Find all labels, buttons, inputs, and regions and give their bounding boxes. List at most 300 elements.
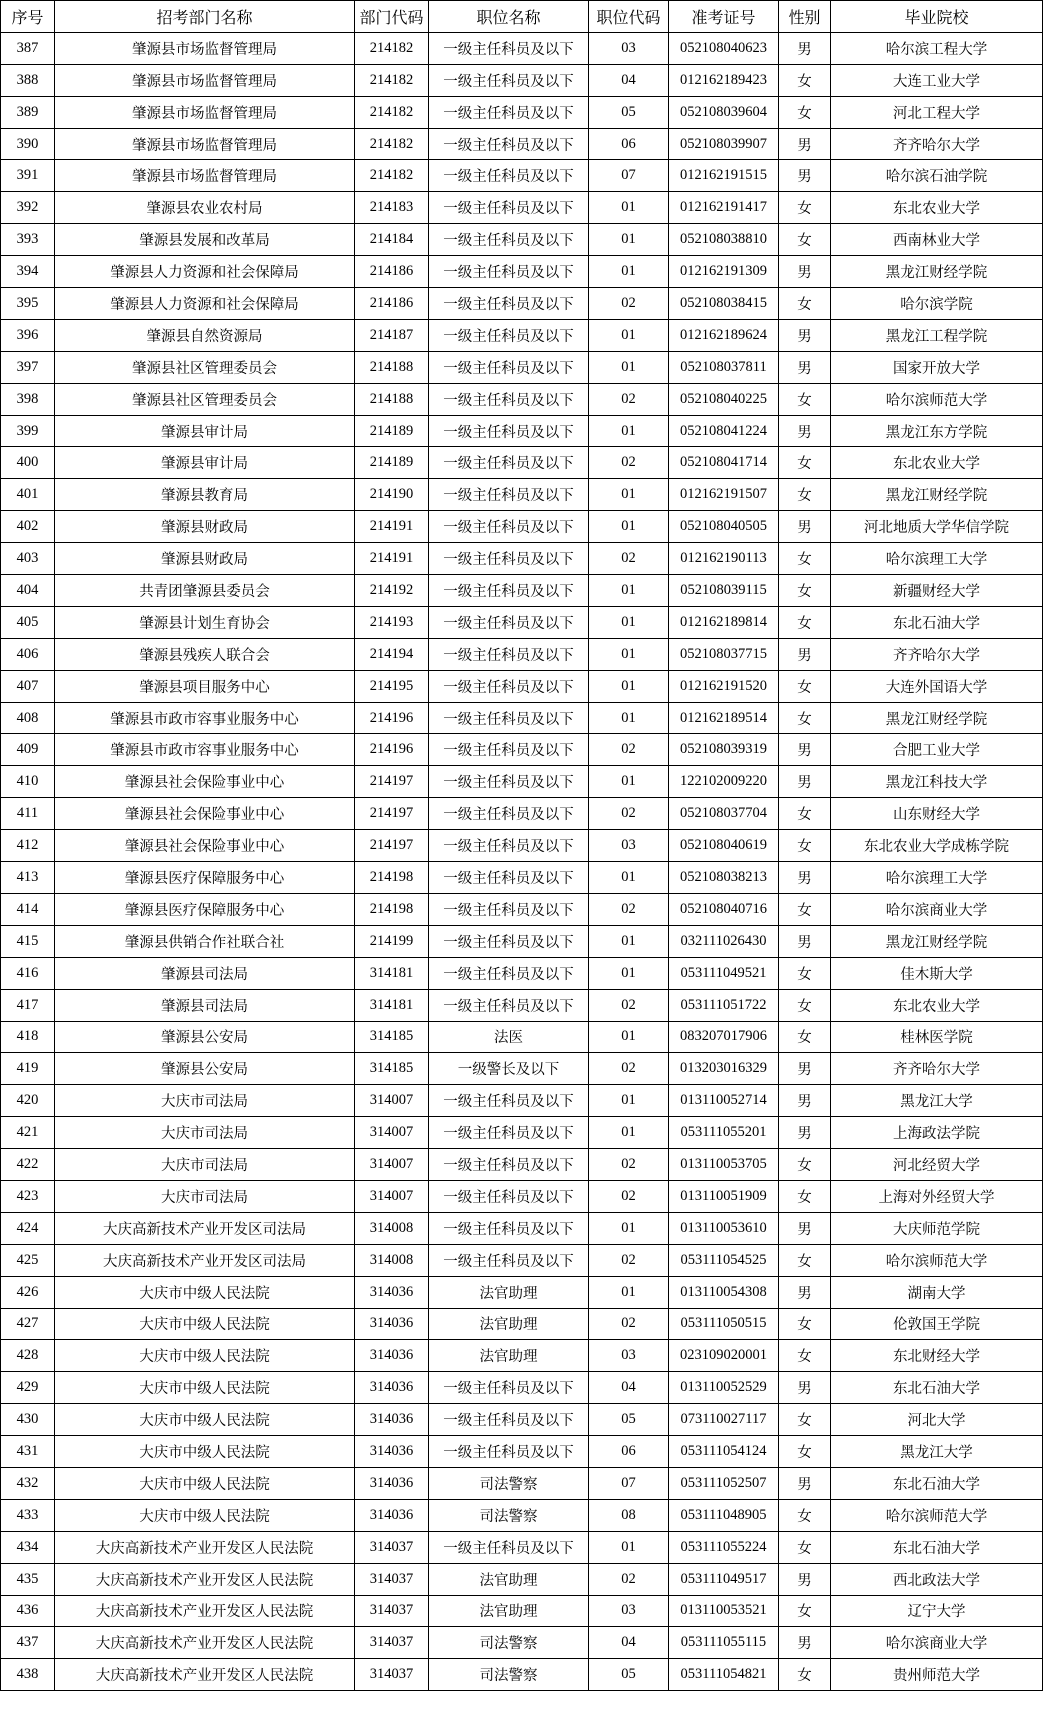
cell-serial: 397 [1,351,55,383]
cell-position: 法官助理 [429,1563,589,1595]
cell-serial: 438 [1,1659,55,1691]
cell-dept-code: 214188 [355,383,429,415]
cell-department: 大庆市中级人民法院 [55,1308,355,1340]
cell-position: 一级主任科员及以下 [429,638,589,670]
cell-gender: 女 [779,1340,831,1372]
cell-gender: 女 [779,957,831,989]
cell-gender: 女 [779,1021,831,1053]
cell-serial: 389 [1,96,55,128]
cell-dept-code: 214197 [355,830,429,862]
table-row [1,351,1043,383]
cell-exam-id: 013110053521 [669,1595,779,1627]
cell-school: 国家开放大学 [831,351,1043,383]
cell-department: 大庆高新技术产业开发区人民法院 [55,1531,355,1563]
cell-gender: 男 [779,1085,831,1117]
table-row [1,383,1043,415]
table-row [1,1340,1043,1372]
cell-exam-id: 052108041224 [669,415,779,447]
table-row [1,64,1043,96]
cell-school: 东北石油大学 [831,1467,1043,1499]
cell-position: 一级主任科员及以下 [429,989,589,1021]
cell-department: 肇源县公安局 [55,1053,355,1085]
cell-serial: 412 [1,830,55,862]
table-row [1,1531,1043,1563]
cell-school: 齐齐哈尔大学 [831,128,1043,160]
cell-school: 河北地质大学华信学院 [831,511,1043,543]
cell-dept-code: 214182 [355,96,429,128]
cell-dept-code: 314008 [355,1212,429,1244]
cell-position-code: 02 [589,734,669,766]
cell-position: 一级主任科员及以下 [429,1212,589,1244]
cell-position-code: 03 [589,1340,669,1372]
cell-position: 一级主任科员及以下 [429,1404,589,1436]
cell-dept-code: 214191 [355,543,429,575]
header-serial: 序号 [1,1,55,33]
cell-serial: 421 [1,1117,55,1149]
cell-school: 东北农业大学 [831,989,1043,1021]
cell-position: 一级主任科员及以下 [429,224,589,256]
cell-department: 肇源县市政市容事业服务中心 [55,702,355,734]
table-row [1,1308,1043,1340]
cell-serial: 428 [1,1340,55,1372]
cell-school: 东北石油大学 [831,606,1043,638]
cell-position-code: 01 [589,319,669,351]
cell-school: 东北石油大学 [831,1372,1043,1404]
cell-exam-id: 013110052714 [669,1085,779,1117]
cell-position-code: 07 [589,1467,669,1499]
cell-position-code: 01 [589,766,669,798]
cell-position: 一级主任科员及以下 [429,64,589,96]
cell-serial: 401 [1,479,55,511]
cell-position-code: 05 [589,1404,669,1436]
header-row [1,1,1043,33]
table-row [1,288,1043,320]
cell-exam-id: 032111026430 [669,925,779,957]
header-dept-code: 部门代码 [355,1,429,33]
cell-serial: 425 [1,1244,55,1276]
cell-school: 湖南大学 [831,1276,1043,1308]
cell-gender: 女 [779,575,831,607]
cell-position: 一级主任科员及以下 [429,1180,589,1212]
cell-exam-id: 122102009220 [669,766,779,798]
cell-position: 一级主任科员及以下 [429,862,589,894]
cell-exam-id: 053111055201 [669,1117,779,1149]
cell-department: 肇源县公安局 [55,1021,355,1053]
cell-exam-id: 052108040505 [669,511,779,543]
cell-exam-id: 052108037704 [669,798,779,830]
cell-serial: 395 [1,288,55,320]
cell-serial: 432 [1,1467,55,1499]
cell-department: 大庆市中级人民法院 [55,1467,355,1499]
cell-school: 哈尔滨师范大学 [831,1499,1043,1531]
cell-department: 大庆市中级人民法院 [55,1436,355,1468]
cell-gender: 男 [779,1372,831,1404]
cell-position-code: 03 [589,830,669,862]
cell-position: 一级主任科员及以下 [429,957,589,989]
table-row [1,1595,1043,1627]
table-body [1,32,1043,1690]
cell-exam-id: 083207017906 [669,1021,779,1053]
cell-department: 肇源县自然资源局 [55,319,355,351]
header-position: 职位名称 [429,1,589,33]
cell-school: 黑龙江财经学院 [831,256,1043,288]
cell-position: 一级主任科员及以下 [429,606,589,638]
cell-department: 大庆市中级人民法院 [55,1276,355,1308]
cell-dept-code: 314007 [355,1085,429,1117]
cell-serial: 423 [1,1180,55,1212]
cell-gender: 女 [779,1499,831,1531]
cell-position-code: 01 [589,575,669,607]
cell-position-code: 01 [589,1531,669,1563]
cell-serial: 434 [1,1531,55,1563]
cell-position-code: 01 [589,925,669,957]
cell-department: 肇源县司法局 [55,989,355,1021]
cell-school: 山东财经大学 [831,798,1043,830]
cell-exam-id: 052108039319 [669,734,779,766]
cell-school: 黑龙江大学 [831,1085,1043,1117]
cell-position-code: 01 [589,1117,669,1149]
table-row [1,224,1043,256]
table-row [1,1499,1043,1531]
cell-school: 哈尔滨石油学院 [831,160,1043,192]
cell-dept-code: 214182 [355,160,429,192]
cell-position-code: 07 [589,160,669,192]
cell-serial: 430 [1,1404,55,1436]
cell-exam-id: 053111049517 [669,1563,779,1595]
cell-position-code: 02 [589,543,669,575]
cell-school: 合肥工业大学 [831,734,1043,766]
cell-position-code: 08 [589,1499,669,1531]
cell-dept-code: 314181 [355,957,429,989]
cell-exam-id: 052108040225 [669,383,779,415]
cell-school: 河北大学 [831,1404,1043,1436]
cell-gender: 男 [779,1117,831,1149]
cell-gender: 女 [779,989,831,1021]
cell-department: 大庆市中级人民法院 [55,1372,355,1404]
cell-gender: 男 [779,32,831,64]
cell-serial: 406 [1,638,55,670]
cell-department: 大庆市司法局 [55,1117,355,1149]
cell-serial: 404 [1,575,55,607]
cell-school: 哈尔滨商业大学 [831,893,1043,925]
cell-serial: 429 [1,1372,55,1404]
cell-position-code: 01 [589,638,669,670]
cell-exam-id: 013110053610 [669,1212,779,1244]
cell-department: 肇源县人力资源和社会保障局 [55,288,355,320]
cell-position-code: 01 [589,1212,669,1244]
cell-gender: 男 [779,1627,831,1659]
cell-gender: 女 [779,192,831,224]
cell-exam-id: 053111052507 [669,1467,779,1499]
table-row [1,670,1043,702]
cell-school: 黑龙江财经学院 [831,479,1043,511]
cell-dept-code: 314037 [355,1595,429,1627]
cell-department: 肇源县社会保险事业中心 [55,830,355,862]
cell-department: 肇源县社区管理委员会 [55,351,355,383]
cell-department: 肇源县财政局 [55,511,355,543]
table-row [1,1404,1043,1436]
cell-dept-code: 314007 [355,1117,429,1149]
cell-position-code: 05 [589,96,669,128]
cell-serial: 393 [1,224,55,256]
cell-position-code: 03 [589,32,669,64]
table-row [1,96,1043,128]
cell-serial: 409 [1,734,55,766]
cell-department: 肇源县市场监督管理局 [55,128,355,160]
cell-serial: 411 [1,798,55,830]
cell-serial: 391 [1,160,55,192]
cell-serial: 416 [1,957,55,989]
cell-position: 一级主任科员及以下 [429,575,589,607]
cell-school: 大连工业大学 [831,64,1043,96]
cell-serial: 410 [1,766,55,798]
cell-position: 一级主任科员及以下 [429,96,589,128]
cell-position: 一级主任科员及以下 [429,128,589,160]
cell-gender: 女 [779,543,831,575]
cell-gender: 女 [779,1308,831,1340]
cell-school: 哈尔滨理工大学 [831,862,1043,894]
table-row [1,128,1043,160]
cell-serial: 387 [1,32,55,64]
cell-serial: 388 [1,64,55,96]
cell-dept-code: 314036 [355,1276,429,1308]
cell-position-code: 01 [589,1085,669,1117]
cell-dept-code: 314007 [355,1149,429,1181]
cell-department: 肇源县审计局 [55,447,355,479]
cell-position-code: 01 [589,670,669,702]
cell-school: 东北农业大学成栋学院 [831,830,1043,862]
cell-position-code: 02 [589,1308,669,1340]
table-row [1,1149,1043,1181]
cell-gender: 女 [779,606,831,638]
cell-school: 哈尔滨师范大学 [831,1244,1043,1276]
cell-dept-code: 314036 [355,1308,429,1340]
table-row [1,893,1043,925]
cell-gender: 女 [779,1244,831,1276]
cell-position: 法医 [429,1021,589,1053]
table-row [1,1627,1043,1659]
table-row [1,543,1043,575]
cell-position: 一级主任科员及以下 [429,1085,589,1117]
cell-position: 一级主任科员及以下 [429,160,589,192]
cell-position-code: 01 [589,957,669,989]
cell-school: 哈尔滨学院 [831,288,1043,320]
cell-dept-code: 214193 [355,606,429,638]
cell-exam-id: 052108038213 [669,862,779,894]
cell-gender: 男 [779,415,831,447]
cell-exam-id: 053111048905 [669,1499,779,1531]
cell-department: 肇源县教育局 [55,479,355,511]
cell-dept-code: 214183 [355,192,429,224]
cell-gender: 男 [779,734,831,766]
cell-school: 黑龙江东方学院 [831,415,1043,447]
cell-position: 一级主任科员及以下 [429,511,589,543]
cell-school: 黑龙江工程学院 [831,319,1043,351]
cell-gender: 男 [779,1053,831,1085]
cell-department: 肇源县医疗保障服务中心 [55,862,355,894]
table-row [1,447,1043,479]
cell-exam-id: 052108041714 [669,447,779,479]
cell-gender: 女 [779,447,831,479]
cell-dept-code: 214182 [355,64,429,96]
cell-dept-code: 314008 [355,1244,429,1276]
table-row [1,1372,1043,1404]
cell-school: 河北工程大学 [831,96,1043,128]
cell-dept-code: 214196 [355,702,429,734]
cell-position-code: 02 [589,447,669,479]
cell-gender: 男 [779,256,831,288]
cell-dept-code: 214190 [355,479,429,511]
cell-position: 法官助理 [429,1308,589,1340]
cell-department: 肇源县司法局 [55,957,355,989]
cell-serial: 431 [1,1436,55,1468]
cell-dept-code: 314185 [355,1021,429,1053]
cell-position-code: 02 [589,798,669,830]
cell-serial: 418 [1,1021,55,1053]
header-gender: 性别 [779,1,831,33]
cell-exam-id: 053111049521 [669,957,779,989]
cell-dept-code: 214197 [355,798,429,830]
cell-dept-code: 314036 [355,1499,429,1531]
cell-gender: 男 [779,511,831,543]
cell-position: 司法警察 [429,1499,589,1531]
cell-department: 肇源县社会保险事业中心 [55,798,355,830]
cell-dept-code: 214186 [355,256,429,288]
table-row [1,1212,1043,1244]
cell-serial: 398 [1,383,55,415]
cell-gender: 女 [779,1404,831,1436]
cell-position-code: 01 [589,415,669,447]
cell-serial: 419 [1,1053,55,1085]
cell-exam-id: 053111054124 [669,1436,779,1468]
cell-serial: 433 [1,1499,55,1531]
cell-serial: 424 [1,1212,55,1244]
cell-school: 伦敦国王学院 [831,1308,1043,1340]
cell-school: 齐齐哈尔大学 [831,638,1043,670]
cell-dept-code: 314181 [355,989,429,1021]
cell-exam-id: 013110053705 [669,1149,779,1181]
cell-gender: 男 [779,638,831,670]
cell-school: 哈尔滨师范大学 [831,383,1043,415]
cell-position-code: 01 [589,192,669,224]
table-row [1,319,1043,351]
cell-school: 西南林业大学 [831,224,1043,256]
cell-serial: 405 [1,606,55,638]
table-row [1,32,1043,64]
cell-position-code: 02 [589,893,669,925]
cell-serial: 394 [1,256,55,288]
cell-exam-id: 012162191520 [669,670,779,702]
cell-department: 肇源县残疾人联合会 [55,638,355,670]
cell-department: 大庆市司法局 [55,1085,355,1117]
cell-exam-id: 023109020001 [669,1340,779,1372]
cell-dept-code: 314036 [355,1467,429,1499]
cell-position: 一级主任科员及以下 [429,288,589,320]
cell-dept-code: 214192 [355,575,429,607]
cell-department: 共青团肇源县委员会 [55,575,355,607]
cell-serial: 422 [1,1149,55,1181]
cell-position-code: 02 [589,1244,669,1276]
cell-dept-code: 214199 [355,925,429,957]
cell-exam-id: 012162189624 [669,319,779,351]
cell-gender: 女 [779,1180,831,1212]
cell-dept-code: 214189 [355,447,429,479]
cell-school: 东北财经大学 [831,1340,1043,1372]
cell-department: 肇源县市场监督管理局 [55,96,355,128]
cell-department: 肇源县社区管理委员会 [55,383,355,415]
header-exam-id: 准考证号 [669,1,779,33]
cell-gender: 女 [779,383,831,415]
cell-school: 西北政法大学 [831,1563,1043,1595]
cell-school: 上海对外经贸大学 [831,1180,1043,1212]
cell-department: 肇源县财政局 [55,543,355,575]
table-row [1,638,1043,670]
cell-gender: 女 [779,670,831,702]
cell-position: 法官助理 [429,1340,589,1372]
cell-school: 黑龙江财经学院 [831,702,1043,734]
cell-position: 一级主任科员及以下 [429,543,589,575]
cell-dept-code: 214198 [355,862,429,894]
cell-exam-id: 073110027117 [669,1404,779,1436]
cell-position: 一级主任科员及以下 [429,351,589,383]
table-row [1,957,1043,989]
cell-dept-code: 314037 [355,1563,429,1595]
cell-school: 齐齐哈尔大学 [831,1053,1043,1085]
cell-department: 肇源县市政市容事业服务中心 [55,734,355,766]
cell-position: 一级主任科员及以下 [429,798,589,830]
cell-gender: 男 [779,1467,831,1499]
cell-exam-id: 012162191417 [669,192,779,224]
cell-dept-code: 314036 [355,1404,429,1436]
cell-school: 东北石油大学 [831,1531,1043,1563]
cell-position: 一级主任科员及以下 [429,1117,589,1149]
cell-position-code: 02 [589,1180,669,1212]
cell-serial: 402 [1,511,55,543]
cell-school: 黑龙江大学 [831,1436,1043,1468]
cell-serial: 426 [1,1276,55,1308]
cell-position: 一级主任科员及以下 [429,1149,589,1181]
cell-gender: 女 [779,1149,831,1181]
cell-exam-id: 012162191515 [669,160,779,192]
cell-position-code: 01 [589,351,669,383]
cell-department: 大庆高新技术产业开发区司法局 [55,1212,355,1244]
cell-department: 肇源县社会保险事业中心 [55,766,355,798]
cell-gender: 男 [779,160,831,192]
table-row [1,862,1043,894]
cell-department: 肇源县农业农村局 [55,192,355,224]
cell-gender: 女 [779,64,831,96]
cell-exam-id: 012162189514 [669,702,779,734]
table-row [1,479,1043,511]
cell-position-code: 02 [589,989,669,1021]
cell-dept-code: 314036 [355,1372,429,1404]
table-row [1,1085,1043,1117]
cell-position-code: 02 [589,383,669,415]
cell-serial: 420 [1,1085,55,1117]
cell-serial: 435 [1,1563,55,1595]
cell-exam-id: 012162191309 [669,256,779,288]
table-row [1,1276,1043,1308]
cell-position: 一级主任科员及以下 [429,1436,589,1468]
cell-position: 一级主任科员及以下 [429,670,589,702]
cell-exam-id: 053111055115 [669,1627,779,1659]
cell-exam-id: 012162189814 [669,606,779,638]
cell-school: 佳木斯大学 [831,957,1043,989]
header-school: 毕业院校 [831,1,1043,33]
cell-dept-code: 214188 [355,351,429,383]
cell-exam-id: 052108039604 [669,96,779,128]
cell-dept-code: 214187 [355,319,429,351]
